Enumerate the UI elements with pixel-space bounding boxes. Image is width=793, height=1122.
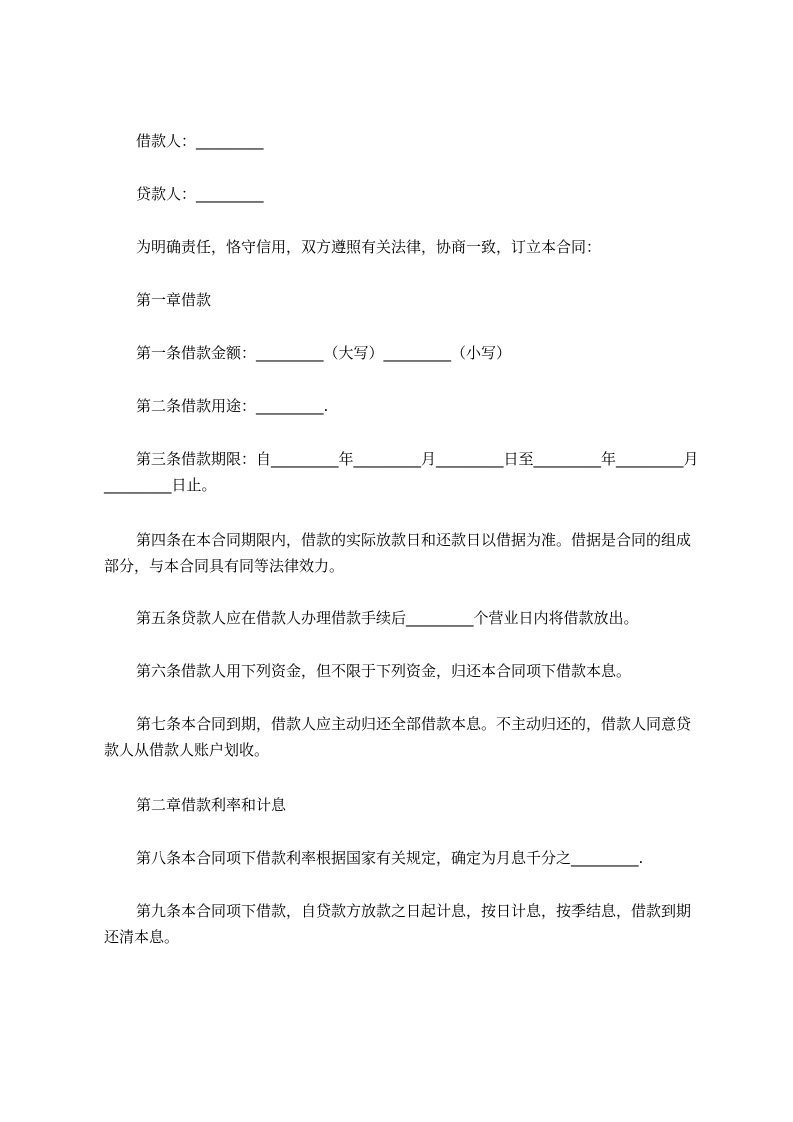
lender-line: 贷款人：_________	[136, 185, 264, 203]
chapter-2-heading: 第二章借款利率和计息	[136, 796, 287, 814]
article-2-paragraph: 第二条借款用途：_________.	[136, 397, 329, 415]
article-6-paragraph: 第六条借款人用下列资金，但不限于下列资金，归还本合同项下借款本息。	[136, 662, 632, 680]
borrower-line: 借款人：_________	[136, 132, 264, 150]
article-3-paragraph: 第三条借款期限：自_________年_________月_________日至_________年_________月_________日止。	[104, 450, 699, 494]
preamble-paragraph: 为明确责任，恪守信用，双方遵照有关法律，协商一致，订立本合同：	[136, 238, 602, 256]
article-7-paragraph: 第七条本合同到期，借款人应主动归还全部借款本息。不主动归还的，借款人同意贷款人从借款人账户划收。	[104, 715, 692, 759]
chapter-1-heading: 第一章借款	[136, 291, 212, 309]
article-5-paragraph: 第五条贷款人应在借款人办理借款手续后_________个营业日内将借款放出。	[136, 609, 639, 627]
article-4-paragraph: 第四条在本合同期限内，借款的实际放款日和还款日以借据为准。借据是合同的组成部分，与本合同具有同等法律效力。	[104, 531, 692, 575]
article-8-paragraph: 第八条本合同项下借款利率根据国家有关规定，确定为月息千分之_________.	[136, 849, 644, 867]
article-9-paragraph: 第九条本合同项下借款，自贷款方放款之日起计息，按日计息，按季结息，借款到期还清本息。	[104, 902, 692, 946]
article-1-paragraph: 第一条借款金额：_________（大写）_________（小写）	[136, 344, 512, 362]
